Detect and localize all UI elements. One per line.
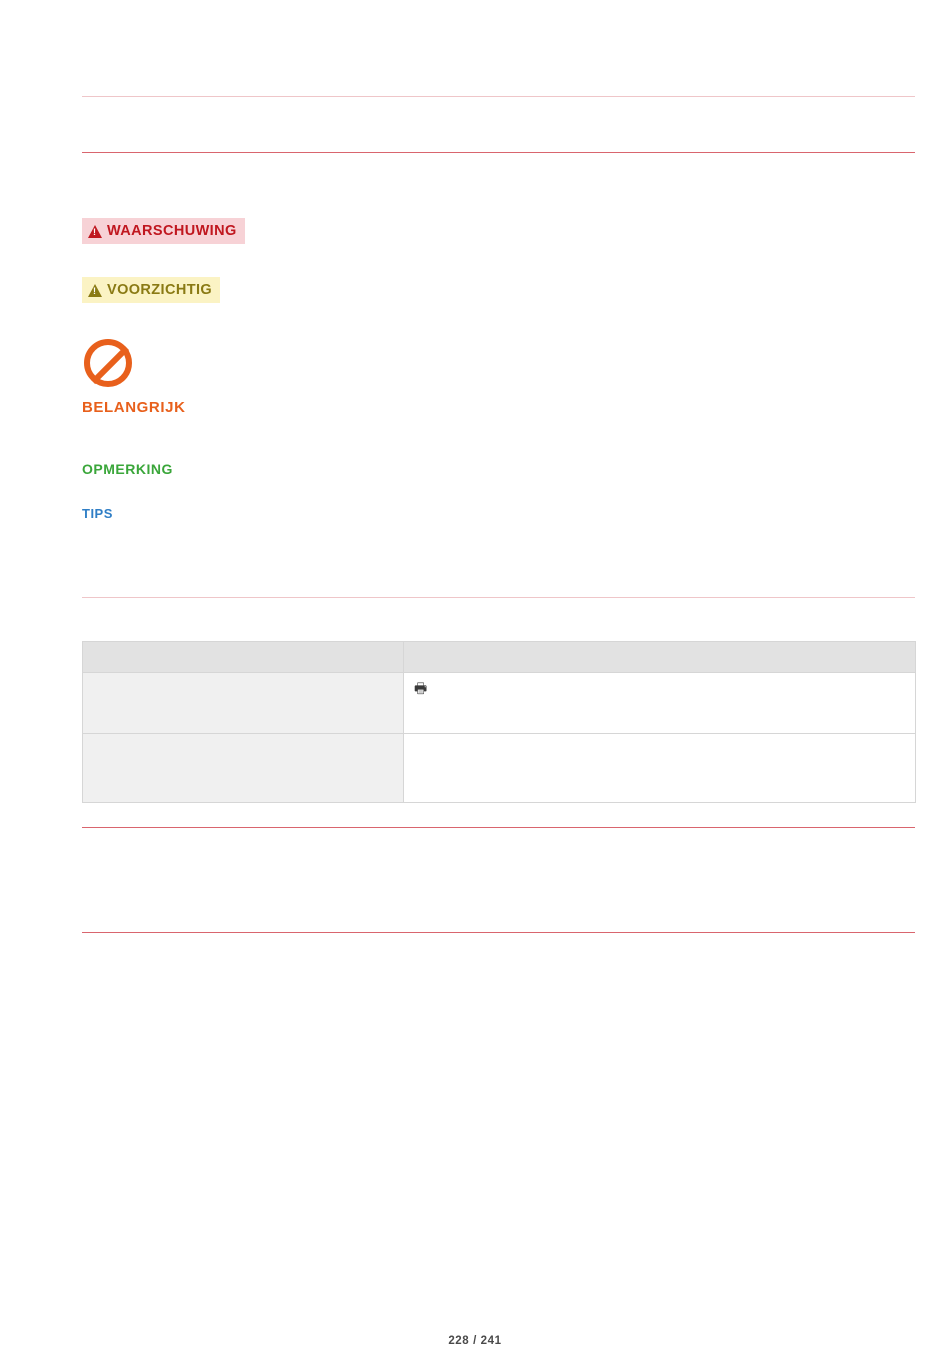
- notice-label-important: BELANGRIJK: [82, 399, 186, 416]
- table-header-row: [83, 642, 916, 673]
- rule-above-table: [82, 597, 915, 598]
- caution-triangle-icon: [88, 284, 102, 297]
- table-row: [83, 734, 916, 803]
- notice-label-tips: TIPS: [82, 506, 113, 521]
- notice-badge-warning: [82, 218, 245, 244]
- notice-badge-caution: [82, 277, 220, 303]
- notice-label-caution: VOORZICHTIG: [107, 282, 213, 298]
- printer-icon: 🖶: [414, 680, 428, 696]
- page-footer: 228 / 241: [448, 1335, 502, 1347]
- rule-below-table: [82, 827, 915, 828]
- rule-bottom-section: [82, 932, 915, 933]
- table-cell-label: [83, 673, 404, 734]
- specification-table: [82, 641, 916, 803]
- table-cell-value: [404, 673, 916, 734]
- prohibited-circle-icon: [84, 339, 132, 387]
- rule-section-heading: [82, 152, 915, 153]
- warning-triangle-icon: [88, 225, 102, 238]
- notice-label-warning: WAARSCHUWING: [107, 223, 237, 239]
- table-header-cell-1: [83, 642, 404, 673]
- rule-top: [82, 96, 915, 97]
- table-header-cell-2: [404, 642, 916, 673]
- table-cell-label: [83, 734, 404, 803]
- table-row: [83, 673, 916, 734]
- table-cell-value: [404, 734, 916, 803]
- notice-label-note: OPMERKING: [82, 461, 173, 477]
